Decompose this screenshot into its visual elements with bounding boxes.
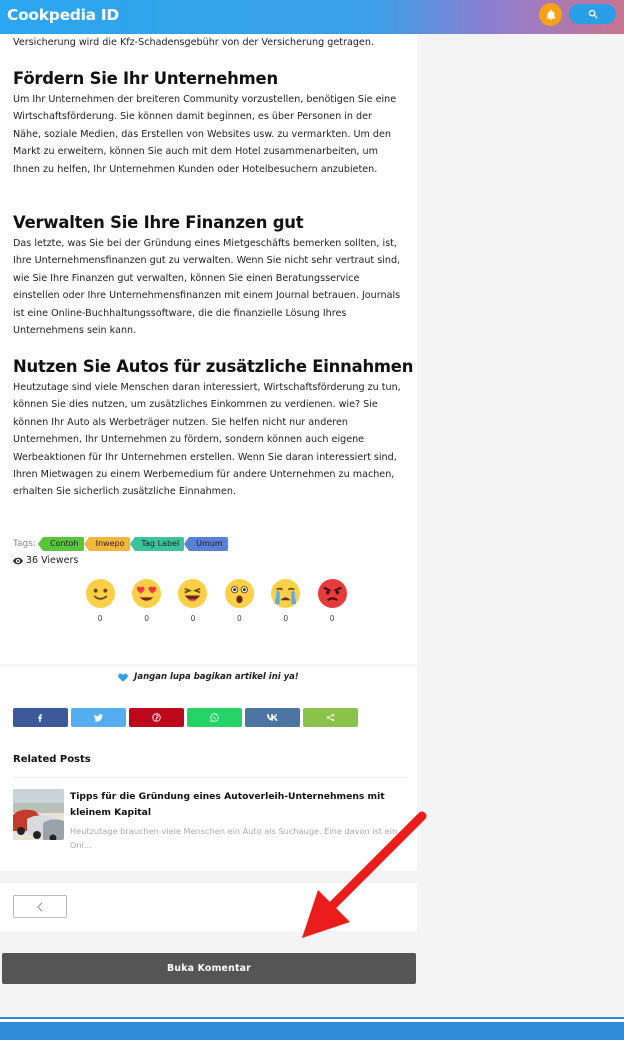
article-paragraph: Versicherung wird die Kfz-Schadensgebühr von der Versicherung getragen.	[13, 37, 374, 48]
share-vk-button[interactable]	[245, 708, 300, 727]
tag-inwepo[interactable]: Inwepo	[89, 537, 130, 551]
tag-umum[interactable]: Umum	[189, 537, 228, 551]
reaction-count: 0	[190, 614, 196, 623]
chevron-left-icon	[36, 902, 44, 912]
related-post-snippet: Heutzutage brauchen viele Menschen ein Auto als Suchauge. Eine davon ist ein Onl...	[70, 826, 398, 850]
article-paragraph: Das letzte, was Sie bei der Gründung eines Mietgeschäfts bemerken sollten, ist, Ihre Unternehmensfinanzen gut zu verwalten. Wenn Sie nicht sehr vertraut sind, wie Sie Ihre Finanzen gut verwalten, können Sie einen Beratungsservice einstellen oder Ihre Unternehmensfinanzen mit einem Journal betrauen. Journals ist eine Online-Buchhaltungssoftware, die die finanzielle Lösung Ihres Unternehmens sein kann.	[13, 238, 401, 337]
bell-icon	[545, 9, 557, 21]
whatsapp-icon	[210, 713, 219, 722]
notification-button[interactable]	[539, 3, 562, 26]
heart-icon	[118, 673, 128, 682]
article-paragraph: Um Ihr Unternehmen der breiteren Community vorzustellen, benötigen Sie eine Wirtschaftsförderung. Sie können damit beginnen, es über Personen in der Nähe, soziale Medien, das Erstellen von Websites usw. zu vermarkten. Um den Markt zu erweitern, können Sie auch mit dem Hotel zusammenarbeiten, um Ihnen zu helfen, Ihr Unternehmen Kunden oder Hotelbesuchern anzubieten.	[13, 94, 397, 175]
laughing-emoji-icon	[177, 578, 208, 609]
angry-emoji-icon	[317, 578, 348, 609]
love-eyes-emoji-icon	[131, 578, 162, 609]
reaction-count: 0	[283, 614, 289, 623]
article-paragraph: Heutzutage sind viele Menschen daran interessiert, Wirtschaftsförderung zu tun, können Sie dies nutzen, um zusätzliches Einkommen zu verdienen. wie? Sie können Ihr Auto als Werbeträger nutzen. Sie helfen nicht nur anderen Unternehmen, Ihr Unternehmen zu fördern, sondern können auch eigene Werbeaktionen für Ihr Unternehmen erstellen. Wenn Sie daran interessiert sind, Ihren Mietwagen zu einem Werbemedium für andere Unternehmen zu machen, erhalten Sie sicherlich zusätzliche Einnahmen.	[13, 382, 401, 498]
twitter-icon	[94, 714, 103, 722]
share-reminder-text: Jangan lupa bagikan artikel ini ya!	[134, 672, 299, 682]
vk-icon	[267, 714, 278, 721]
site-logo[interactable]: Cookpedia ID	[7, 6, 119, 24]
tag-list	[13, 536, 228, 552]
tag-tag-label[interactable]: Tag Label	[135, 537, 185, 551]
view-counter	[13, 555, 78, 566]
pinterest-icon	[152, 713, 161, 722]
previous-post-button[interactable]	[13, 895, 67, 918]
reaction-cry[interactable]	[263, 578, 309, 623]
share-twitter-button[interactable]	[71, 708, 126, 727]
crying-emoji-icon	[270, 578, 301, 609]
footer-bar	[0, 1019, 624, 1040]
reaction-laugh[interactable]	[170, 578, 216, 623]
sidebar-area	[417, 34, 624, 1019]
related-posts-heading: Related Posts	[13, 754, 91, 765]
share-reminder	[0, 672, 417, 682]
reaction-bar	[77, 578, 355, 623]
reaction-wow[interactable]	[216, 578, 262, 623]
tags-label: Tags:	[13, 539, 36, 549]
related-post-title[interactable]: Tipps für die Gründung eines Autoverleih-Unternehmens mit kleinem Kapital	[70, 791, 385, 818]
reaction-angry[interactable]	[309, 578, 355, 623]
search-button[interactable]	[569, 4, 616, 24]
reaction-count: 0	[97, 614, 103, 623]
section-heading: Nutzen Sie Autos für zusätzliche Einnahmen	[13, 357, 414, 376]
open-comments-button[interactable]: Buka Komentar	[2, 953, 416, 984]
red-arrow-annotation	[298, 810, 428, 940]
reaction-love[interactable]	[123, 578, 169, 623]
eye-icon	[13, 557, 23, 565]
viewers-text: 36 Viewers	[26, 555, 79, 566]
search-icon	[588, 9, 598, 19]
share-facebook-button[interactable]	[13, 708, 68, 727]
reaction-count: 0	[144, 614, 149, 623]
reaction-count: 0	[236, 614, 242, 623]
facebook-icon	[37, 714, 43, 722]
top-navigation-bar	[0, 0, 624, 34]
section-heading: Fördern Sie Ihr Unternehmen	[13, 69, 278, 88]
reaction-count: 0	[329, 614, 335, 623]
share-whatsapp-button[interactable]	[187, 708, 242, 727]
tag-contoh[interactable]: Contoh	[43, 537, 84, 551]
share-pinterest-button[interactable]	[129, 708, 184, 727]
divider	[13, 777, 407, 778]
share-buttons	[13, 708, 358, 727]
reaction-smile[interactable]	[77, 578, 123, 623]
surprised-emoji-icon	[224, 578, 255, 609]
smile-emoji-icon	[85, 578, 116, 609]
section-heading: Verwalten Sie Ihre Finanzen gut	[13, 213, 304, 232]
car-lineup-image	[13, 789, 64, 840]
related-post-thumbnail[interactable]	[13, 789, 64, 840]
share-more-button[interactable]	[303, 708, 358, 727]
share-icon	[326, 713, 335, 722]
